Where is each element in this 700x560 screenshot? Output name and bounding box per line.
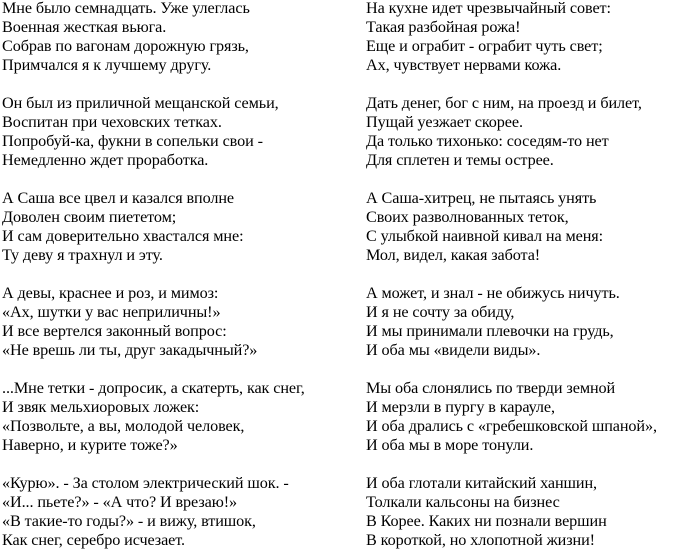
poem-line: И мерзли в пургу в карауле, bbox=[366, 398, 555, 416]
poem-line: И оба мы «видели виды». bbox=[366, 341, 541, 359]
poem-line: Ту деву я трахнул и эту. bbox=[2, 246, 163, 264]
poem-line: Как снег, серебро исчезает. bbox=[2, 531, 185, 549]
poem-line: И сам доверительно хвастался мне: bbox=[2, 227, 244, 245]
poem-line: В короткой, но хлопотной жизни! bbox=[366, 531, 595, 549]
poem-line: Такая разбойная рожа! bbox=[366, 18, 521, 36]
poem-line: Да только тихонько: соседям-то нет bbox=[366, 132, 609, 150]
poem-line: Ах, чувствует нервами кожа. bbox=[366, 56, 562, 74]
poem-line: В Корее. Каких ни познали вершин bbox=[366, 512, 607, 530]
poem-line: А Саша-хитрец, не пытаясь унять bbox=[366, 189, 597, 207]
stanza-right-4 bbox=[366, 284, 620, 360]
stanza-left-5 bbox=[2, 379, 305, 455]
poem-line: Примчался я к лучшему другу. bbox=[2, 56, 212, 74]
poem-line: Для сплетен и темы острее. bbox=[366, 151, 554, 169]
poem-line: «И... пьете?» - «А что? И врезаю!» bbox=[2, 493, 237, 511]
stanza-left-1 bbox=[2, 0, 250, 75]
poem-line: Он был из приличной мещанской семьи, bbox=[2, 94, 279, 112]
poem-line: И все вертелся законный вопрос: bbox=[2, 322, 227, 340]
poem-line: Толкали кальсоны на бизнес bbox=[366, 493, 560, 511]
poem-line: Собрав по вагонам дорожную грязь, bbox=[2, 37, 249, 55]
poem-line: И оба мы в море тонули. bbox=[366, 436, 534, 454]
poem-line: Еще и ограбит - ограбит чуть свет; bbox=[366, 37, 603, 55]
poem-line: С улыбкой наивной кивал на меня: bbox=[366, 227, 604, 245]
poem-line: «Не врешь ли ты, друг закадычный?» bbox=[2, 341, 258, 359]
poem-line: А может, и знал - не обижусь ничуть. bbox=[366, 284, 620, 302]
poem-line: И оба дрались с «гребешковской шпаной», bbox=[366, 417, 657, 435]
poem-line: ...Мне тетки - допросик, а скатерть, как снег, bbox=[2, 379, 305, 397]
poem-line: А девы, краснее и роз, и мимоз: bbox=[2, 284, 219, 302]
poem-line: «Курю». - За столом электрический шок. - bbox=[2, 474, 289, 492]
poem-line: Мы оба слонялись по тверди земной bbox=[366, 379, 616, 397]
stanza-right-6 bbox=[366, 474, 607, 550]
stanza-left-4 bbox=[2, 284, 257, 360]
poem-line: «Ах, шутки у вас неприличны!» bbox=[2, 303, 221, 321]
poem-line: Попробуй-ка, фукни в сопельки свои - bbox=[2, 132, 263, 150]
poem-line: «В такие-то годы?» - и вижу, втишок, bbox=[2, 512, 256, 530]
stanza-right-2 bbox=[366, 94, 642, 170]
poem-line: Дать денег, бог с ним, на проезд и билет, bbox=[366, 94, 642, 112]
poem-line: Своих разволнованных теток, bbox=[366, 208, 569, 226]
poem-line: Воспитан при чеховских тетках. bbox=[2, 113, 222, 131]
stanza-left-6 bbox=[2, 474, 289, 550]
poem-line: Доволен своим пиететом; bbox=[2, 208, 177, 226]
poem-line: Мол, видел, какая забота! bbox=[366, 246, 541, 264]
poem-line: А Саша все цвел и казался вполне bbox=[2, 189, 235, 207]
stanza-left-3 bbox=[2, 189, 243, 265]
stanza-right-1 bbox=[366, 0, 611, 75]
poem-line: Мне было семнадцать. Уже улеглась bbox=[2, 0, 250, 17]
stanza-left-2 bbox=[2, 94, 279, 170]
poem-line: Немедленно ждет проработка. bbox=[2, 151, 209, 169]
poem-line: И оба глотали китайский ханшин, bbox=[366, 474, 597, 492]
poem-line: И звяк мельхиоровых ложек: bbox=[2, 398, 200, 416]
poem-line: Наверно, и курите тоже?» bbox=[2, 436, 178, 454]
poem-line: И мы принимали плевочки на грудь, bbox=[366, 322, 614, 340]
stanza-right-5 bbox=[366, 379, 657, 455]
poem-line: Военная жесткая вьюга. bbox=[2, 18, 167, 36]
poem-line: И я не сочту за обиду, bbox=[366, 303, 515, 321]
poem-line: На кухне идет чрезвычайный совет: bbox=[366, 0, 611, 17]
poem-line: «Позвольте, а вы, молодой человек, bbox=[2, 417, 245, 435]
poem-line: Пущай уезжает скорее. bbox=[366, 113, 523, 131]
stanza-right-3 bbox=[366, 189, 603, 265]
